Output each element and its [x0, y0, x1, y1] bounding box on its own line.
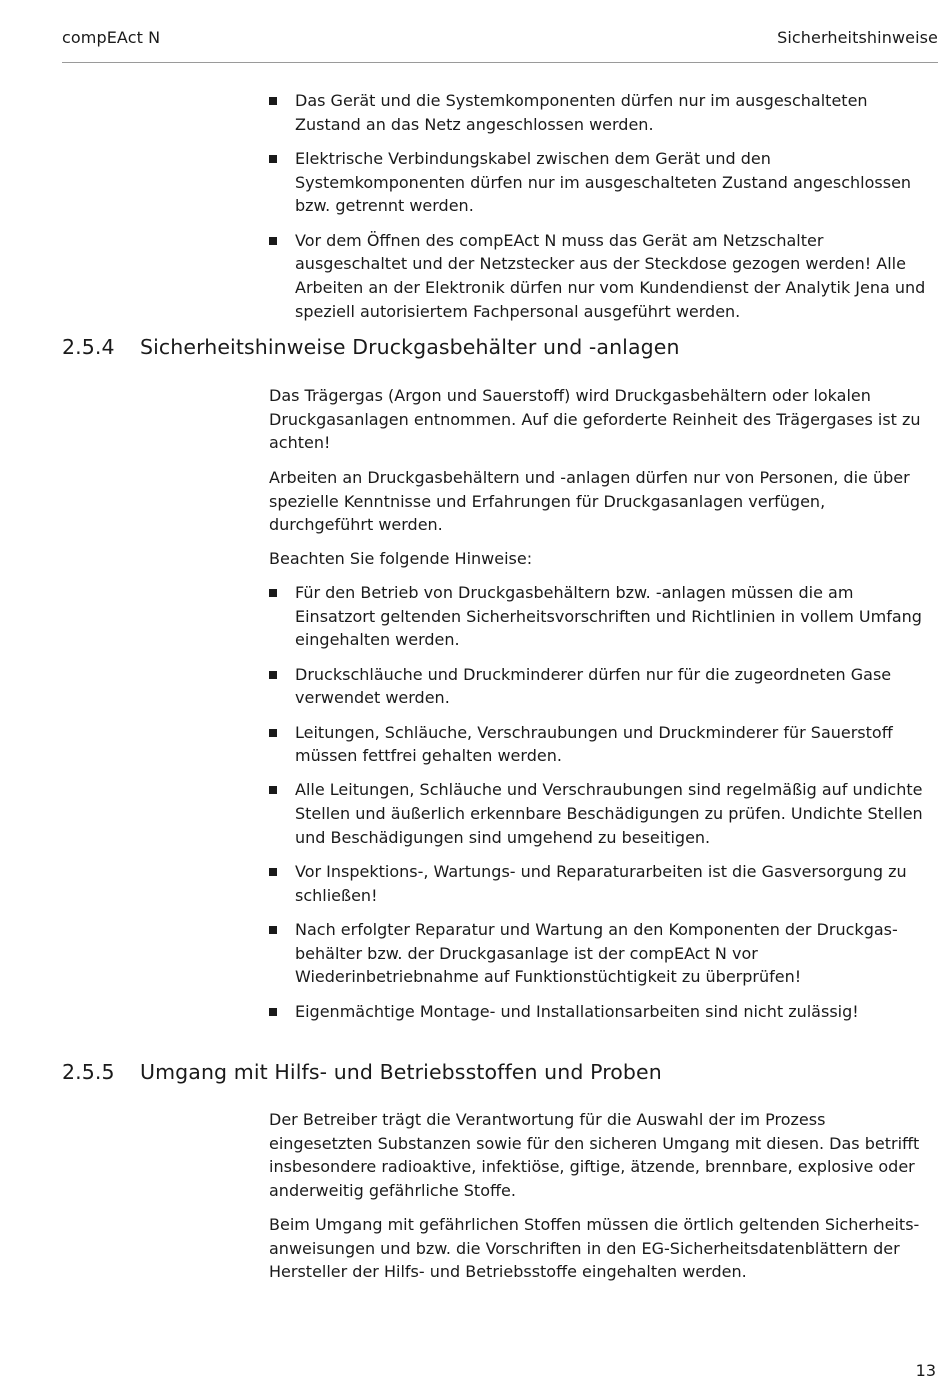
list-item — [269, 581, 933, 652]
bullet-square-icon — [269, 926, 277, 934]
list-item-text: Vor Inspektions-, Wartungs- und Reparaturarbeiten ist die Gasversorgung zu schließen! — [295, 862, 907, 905]
intro-bullet-list — [269, 89, 933, 334]
list-item — [269, 860, 933, 907]
list-item-text: Vor dem Öffnen des compEAct N muss das Gerät am Netzschalter ausgeschaltet und der Netzstecker aus der Steckdose gezogen werden! Alle Arbeiten an der Elektronik dürfen nur vom Kundendienst der Analytik Jena und speziell autorisiertem Fachpersonal ausgeführt werden. — [295, 230, 926, 321]
section-heading-2-5-5 — [62, 1060, 662, 1084]
list-item-text: Alle Leitungen, Schläuche und Verschraubungen sind regelmäßig auf undichte Stellen und äußerlich erkennbare Beschädigungen zu prüfen. Undichte Stellen und Beschädigungen sind umgehend zu beseitigen. — [295, 780, 923, 847]
bullet-square-icon — [269, 97, 277, 105]
header-chapter-title: Sicherheitshinweise — [777, 28, 938, 47]
paragraph: Beachten Sie folgende Hinweise: — [269, 549, 533, 568]
bullet-square-icon — [269, 671, 277, 679]
gas-safety-bullet-list — [269, 581, 933, 1034]
list-item-text: Leitungen, Schläuche, Verschraubungen und Druckminderer für Sauerstoff müssen fettfrei gehalten werden. — [295, 722, 893, 766]
bullet-square-icon — [269, 589, 277, 597]
paragraph: Das Trägergas (Argon und Sauerstoff) wird Druckgasbehältern oder lokalen Druckgasanlagen entnommen. Auf die geforderte Reinheit des Trägergases ist zu achten! — [269, 386, 921, 453]
bullet-square-icon — [269, 155, 277, 163]
paragraph: Arbeiten an Druckgasbehältern und -anlagen dürfen nur von Personen, die über spezielle Kenntnisse und Erfahrungen für Druckgasanlagen verfügen, durchgeführt werden. — [269, 468, 910, 535]
list-item — [269, 918, 933, 989]
bullet-square-icon — [269, 237, 277, 245]
bullet-square-icon — [269, 786, 277, 794]
paragraph: Beim Umgang mit gefährlichen Stoffen müssen die örtlich geltenden Sicherheits- anweisungen und bzw. die Vorschriften in den EG-Sicherheitsdatenblättern der Hersteller der Hilfs- und Betriebsstoffe eingehalten werden. — [269, 1215, 920, 1282]
header-document-title: compEAct N — [62, 28, 161, 47]
list-item — [269, 663, 933, 710]
list-item-text: Eigenmächtige Montage- und Installationsarbeiten sind nicht zulässig! — [295, 1001, 859, 1021]
list-item — [269, 721, 933, 768]
list-item — [269, 1000, 933, 1024]
page-header — [62, 26, 938, 63]
section-title: Umgang mit Hilfs- und Betriebsstoffen und Proben — [140, 1060, 662, 1084]
list-item-text: Für den Betrieb von Druckgasbehältern bzw. -anlagen müssen die am Einsatzort geltenden Sicherheitsvorschriften und Richtlinien in vollem Umfang eingehalten werden. — [295, 583, 922, 650]
list-item — [269, 229, 933, 324]
section-number: 2.5.5 — [62, 1060, 115, 1084]
list-item-text: Elektrische Verbindungskabel zwischen dem Gerät und den Systemkomponenten dürfen nur im ausgeschalteten Zustand angeschlossen bzw. getrennt werden. — [295, 148, 912, 216]
section-title: Sicherheitshinweise Druckgasbehälter und -anlagen — [140, 335, 680, 359]
page-number: 13 — [915, 1361, 936, 1380]
paragraph: Der Betreiber trägt die Verantwortung für die Auswahl der im Prozess eingesetzten Substanzen sowie für den sicheren Umgang mit diesen. Das betrifft insbesondere radioaktive, infektiöse, giftige, ätzende, brennbare, explosive oder anderweitig gefährliche Stoffe. — [269, 1110, 920, 1201]
list-item — [269, 147, 933, 218]
bullet-square-icon — [269, 1008, 277, 1016]
bullet-square-icon — [269, 729, 277, 737]
list-item-text: Druckschläuche und Druckminderer dürfen nur für die zugeordneten Gase verwendet werden. — [295, 664, 892, 708]
list-item-text: Das Gerät und die Systemkomponenten dürfen nur im ausgeschalteten Zustand an das Netz angeschlossen werden. — [295, 91, 868, 134]
section-heading-2-5-4 — [62, 335, 680, 359]
section-number: 2.5.4 — [62, 335, 115, 359]
bullet-square-icon — [269, 868, 277, 876]
list-item-text: Nach erfolgter Reparatur und Wartung an den Komponenten der Druckgas- behälter bzw. der Druckgasanlage ist der compEAct N vor Wiederinbetriebnahme auf Funktionstüchtigkeit zu überprüfen! — [295, 919, 898, 987]
list-item — [269, 778, 933, 849]
list-item — [269, 89, 933, 136]
